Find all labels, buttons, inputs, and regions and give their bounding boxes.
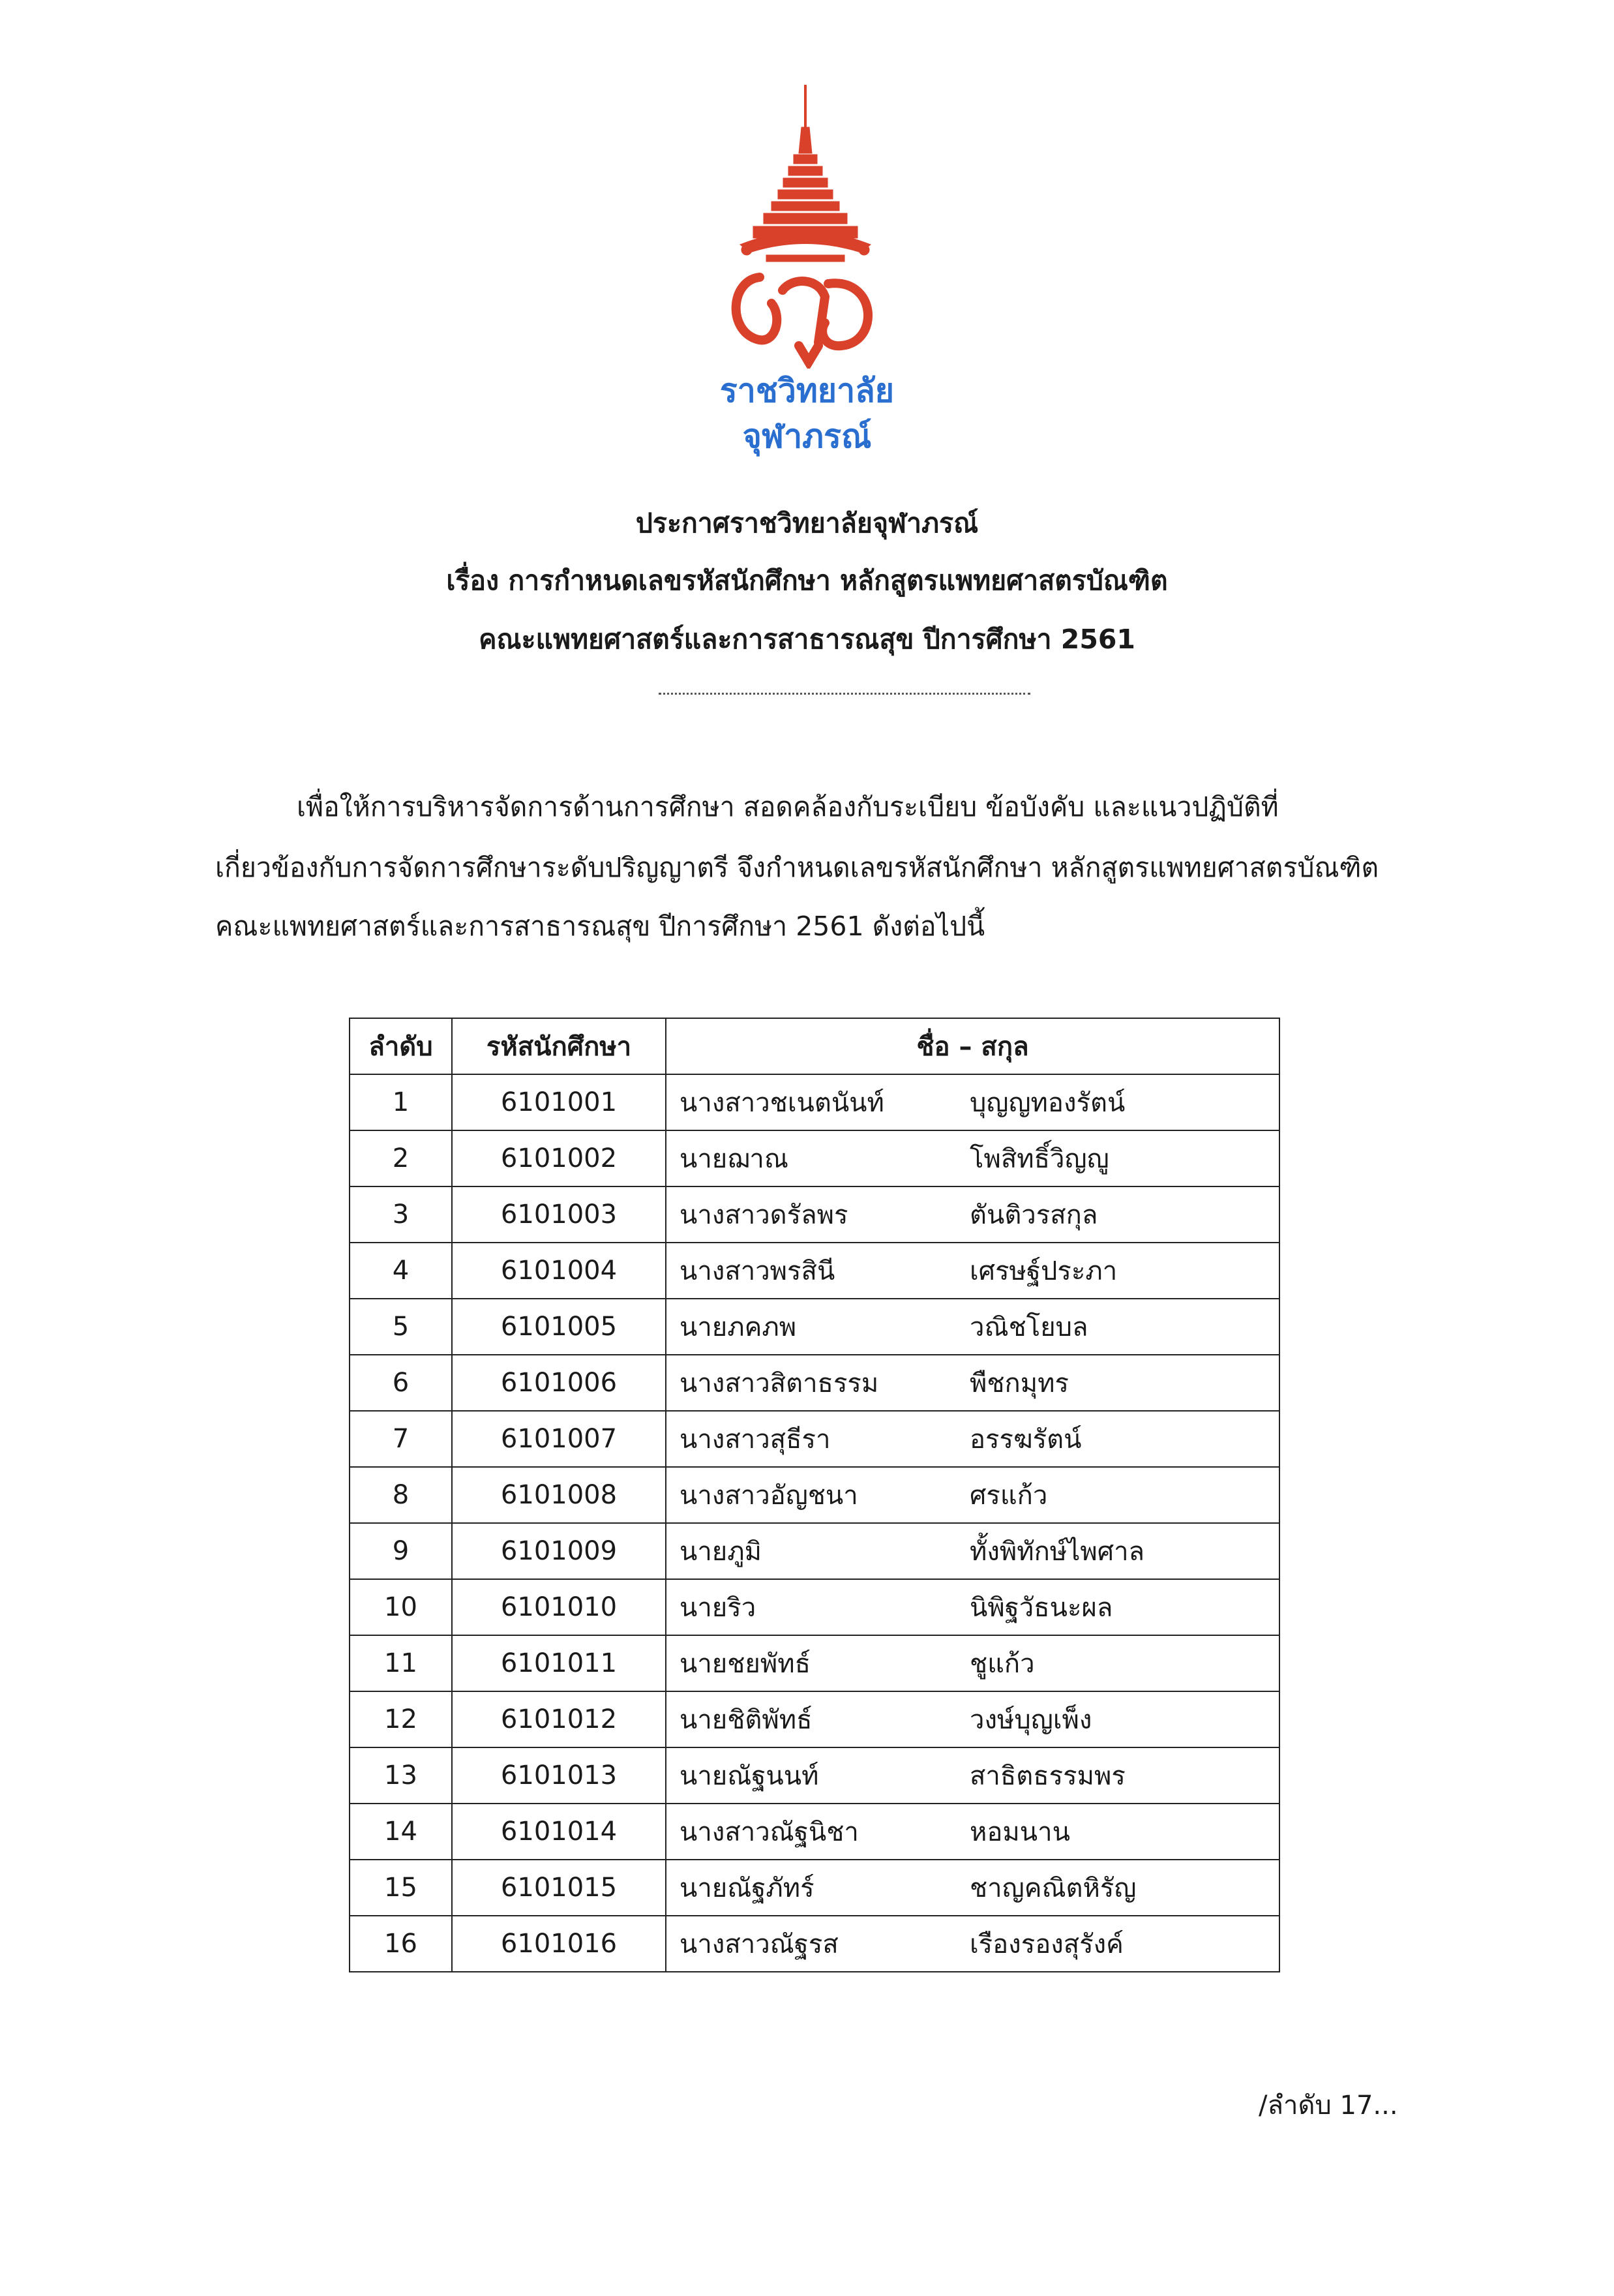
last-name: ทั้งพิทักษ์ไพศาล [970,1537,1145,1567]
body-line-3: คณะแพทยศาสตร์และการสาธารณสุข ปีการศึกษา 2561 ดังต่อไปนี้ [215,911,985,942]
first-name: นางสาวชเนตนันท์ [680,1088,884,1118]
announcement-title: ประกาศราชวิทยาลัยจุฬาภรณ์ [635,507,979,539]
student-name [666,1579,1279,1635]
student-name [666,1860,1279,1916]
student-id: 6101005 [452,1299,666,1355]
table-row [350,1355,1279,1411]
student-name [666,1130,1279,1186]
last-name: หอมนาน [970,1817,1070,1847]
student-name [666,1074,1279,1130]
first-name: นางสาวอัญชนา [680,1481,858,1511]
student-name [666,1299,1279,1355]
student-name [666,1691,1279,1747]
first-name: นางสาวณัฐรส [680,1929,839,1959]
table-row [350,1523,1279,1579]
first-name: นายภูมิ [680,1537,762,1567]
table-row [350,1691,1279,1747]
last-name: วงษ์บุญเพ็ง [970,1705,1092,1735]
row-number: 4 [350,1243,452,1299]
continuation-note: /ลำดับ 17... [1259,2091,1398,2121]
first-name: นายณัฐนนท์ [680,1761,819,1791]
table-row [350,1299,1279,1355]
student-id: 6101014 [452,1804,666,1860]
table-body [350,1074,1279,1972]
last-name: ตันติวรสกุล [970,1200,1098,1230]
body-line-2: เกี่ยวข้องกับการจัดการศึกษาระดับปริญญาตรี จึงกำหนดเลขรหัสนักศึกษา หลักสูตรแพทยศาสตรบัณฑิต [215,852,1379,883]
last-name: เศรษฐ์ประภา [970,1256,1118,1286]
college-name-line2: จุฬาภรณ์ [742,417,872,455]
first-name: นายชยพัทธ์ [680,1649,811,1679]
first-name: นางสาวดรัลพร [680,1200,848,1230]
last-name: ชาญคณิตหิรัญ [970,1873,1137,1903]
student-name [666,1186,1279,1243]
first-name: นางสาวสุธีรา [680,1425,831,1455]
row-number: 6 [350,1355,452,1411]
last-name: บุญญทองรัตน์ [970,1088,1126,1118]
table-row [350,1860,1279,1916]
student-id: 6101007 [452,1411,666,1467]
student-id: 6101001 [452,1074,666,1130]
student-id: 6101003 [452,1186,666,1243]
header-name: ชื่อ – สกุล [666,1018,1279,1074]
student-id-table [349,1018,1280,1972]
first-name: นายภคภพ [680,1312,797,1342]
last-name: นิพิฐวัธนะผล [970,1593,1113,1623]
table-row [350,1186,1279,1243]
last-name: โพสิทธิ์วิญญู [970,1144,1109,1174]
header-student-id: รหัสนักศึกษา [452,1018,666,1074]
first-name: นายริว [680,1593,756,1623]
header-no: ลำดับ [350,1018,452,1074]
student-id: 6101011 [452,1635,666,1691]
student-id: 6101008 [452,1467,666,1523]
student-id: 6101013 [452,1747,666,1804]
announcement-faculty-year: คณะแพทยศาสตร์และการสาธารณสุข ปีการศึกษา 2561 [479,624,1135,655]
first-name: นายฌาณ [680,1144,788,1174]
last-name: อรรฆรัตน์ [970,1425,1082,1455]
table-row [350,1074,1279,1130]
table-row [350,1130,1279,1186]
table-row [350,1411,1279,1467]
row-number: 5 [350,1299,452,1355]
college-name-line1: ราชวิทยาลัย [719,372,895,410]
first-name: นางสาวณัฐนิชา [680,1817,859,1847]
student-id: 6101016 [452,1916,666,1972]
student-id: 6101004 [452,1243,666,1299]
student-id: 6101010 [452,1579,666,1635]
row-number: 11 [350,1635,452,1691]
last-name: พืชกมุทร [970,1368,1069,1398]
last-name: ชูแก้ว [970,1649,1035,1679]
table-header-row [350,1018,1279,1074]
last-name: ศรแก้ว [970,1481,1048,1511]
row-number: 2 [350,1130,452,1186]
first-name: นายชิติพัทธ์ [680,1705,813,1735]
row-number: 15 [350,1860,452,1916]
row-number: 10 [350,1579,452,1635]
row-number: 7 [350,1411,452,1467]
announcement-subject: เรื่อง การกำหนดเลขรหัสนักศึกษา หลักสูตรแพทยศาสตรบัณฑิต [446,565,1168,596]
college-emblem-icon [721,82,890,369]
table-row [350,1635,1279,1691]
student-id: 6101012 [452,1691,666,1747]
dotted-divider [659,693,1030,695]
student-id: 6101015 [452,1860,666,1916]
row-number: 12 [350,1691,452,1747]
student-name [666,1804,1279,1860]
student-name [666,1523,1279,1579]
table-row [350,1916,1279,1972]
row-number: 13 [350,1747,452,1804]
row-number: 1 [350,1074,452,1130]
last-name: สาธิตธรรมพร [970,1761,1126,1791]
row-number: 8 [350,1467,452,1523]
student-name [666,1916,1279,1972]
student-id: 6101002 [452,1130,666,1186]
table-row [350,1467,1279,1523]
row-number: 3 [350,1186,452,1243]
body-line-1: เพื่อให้การบริหารจัดการด้านการศึกษา สอดคล้องกับระเบียบ ข้อบังคับ และแนวปฏิบัติที่ [297,791,1279,823]
student-name [666,1747,1279,1804]
last-name: เรืองรองสุรังค์ [970,1929,1124,1959]
row-number: 14 [350,1804,452,1860]
student-name [666,1243,1279,1299]
table-row [350,1747,1279,1804]
first-name: นางสาวพรสินี [680,1256,835,1286]
student-name [666,1467,1279,1523]
student-name [666,1635,1279,1691]
table-row [350,1243,1279,1299]
table-row [350,1804,1279,1860]
first-name: นายณัฐภัทร์ [680,1873,814,1903]
row-number: 16 [350,1916,452,1972]
table-row [350,1579,1279,1635]
last-name: วณิชโยบล [970,1312,1088,1342]
student-id: 6101006 [452,1355,666,1411]
student-name [666,1355,1279,1411]
student-id: 6101009 [452,1523,666,1579]
row-number: 9 [350,1523,452,1579]
first-name: นางสาวสิตาธรรม [680,1368,879,1398]
student-name [666,1411,1279,1467]
